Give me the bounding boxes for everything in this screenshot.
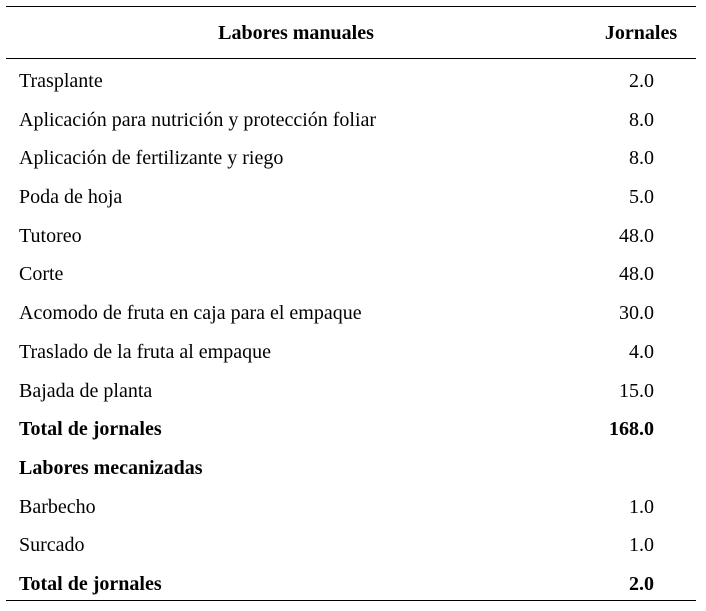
table-row	[6, 255, 696, 294]
row-value: 15.0	[619, 379, 654, 402]
row-value: 48.0	[619, 224, 654, 247]
table-row	[6, 372, 696, 411]
row-label: Acomodo de fruta en caja para el empaque	[19, 302, 362, 325]
header-activity: Labores manuales	[218, 22, 374, 44]
row-label: Corte	[19, 263, 64, 286]
table-row	[6, 294, 696, 333]
total-label: Total de jornales	[19, 572, 162, 595]
table-body	[6, 62, 696, 604]
row-label: Aplicación de fertilizante y riego	[19, 147, 284, 170]
section-row	[6, 449, 696, 488]
total-label: Total de jornales	[19, 418, 162, 441]
row-value: 48.0	[619, 263, 654, 286]
table-row	[6, 488, 696, 527]
table-row	[6, 217, 696, 256]
row-label: Bajada de planta	[19, 379, 153, 402]
row-label: Poda de hoja	[19, 186, 123, 209]
table-header	[6, 6, 696, 58]
row-label: Traslado de la fruta al empaque	[19, 340, 271, 363]
table-row	[6, 101, 696, 140]
total-row	[6, 410, 696, 449]
total-value: 2.0	[629, 572, 654, 595]
header-jornales: Jornales	[604, 22, 678, 44]
table-row	[6, 139, 696, 178]
row-value: 8.0	[629, 108, 654, 131]
table-row	[6, 333, 696, 372]
row-label: Aplicación para nutrición y protección foliar	[19, 108, 377, 131]
row-label: Barbecho	[19, 495, 96, 518]
row-value: 5.0	[629, 186, 654, 209]
row-label: Tutoreo	[19, 224, 82, 247]
row-value: 1.0	[629, 534, 654, 557]
row-value: 2.0	[629, 70, 654, 92]
bottom-rule	[6, 600, 696, 601]
row-value: 1.0	[629, 495, 654, 518]
row-value: 8.0	[629, 147, 654, 170]
total-row	[6, 565, 696, 604]
table-row	[6, 62, 696, 101]
table-row	[6, 526, 696, 565]
header-rule	[6, 58, 696, 59]
table-row	[6, 178, 696, 217]
row-value: 30.0	[619, 302, 654, 325]
row-label: Trasplante	[19, 70, 103, 92]
section-label: Labores mecanizadas	[19, 456, 203, 479]
row-value: 4.0	[629, 340, 654, 363]
total-value: 168.0	[609, 418, 654, 441]
row-label: Surcado	[19, 534, 85, 557]
